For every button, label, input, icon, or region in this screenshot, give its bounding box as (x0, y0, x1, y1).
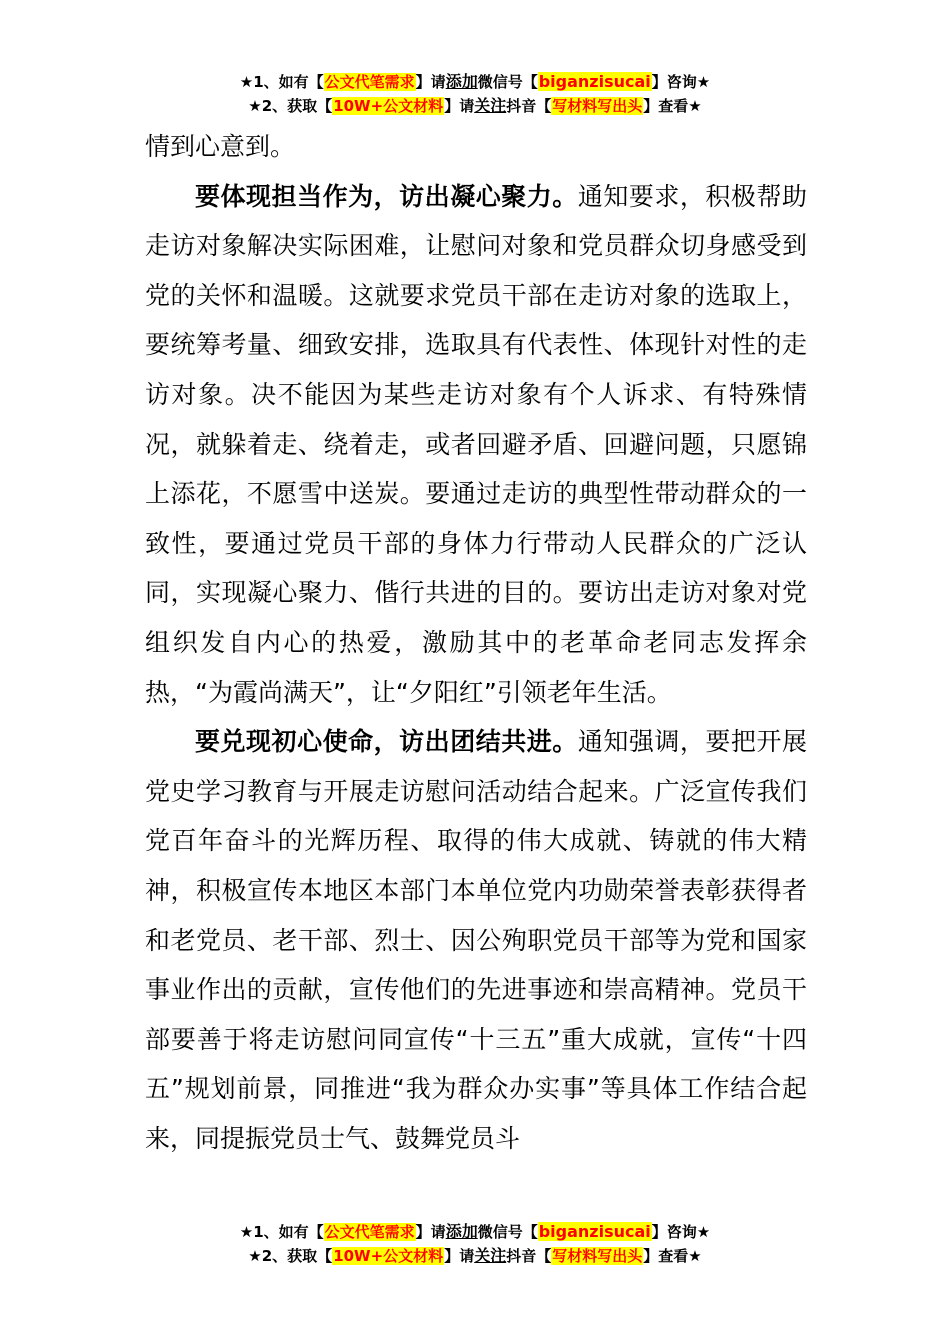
promo-text: 微信号【 (477, 73, 538, 91)
promo-text: 微信号【 (477, 1223, 538, 1241)
paragraph-responsibility (145, 172, 807, 718)
promo-underlined: 添加 (445, 72, 478, 91)
promo-text: ★2、获取【 (248, 1247, 333, 1265)
promo-text: ★1、如有【 (239, 73, 324, 91)
promo-highlight-wechat-id: biganzisucai (538, 1222, 651, 1241)
promo-text: 】请 (444, 1247, 475, 1265)
promo-text: 】查看★ (643, 1247, 702, 1265)
paragraph-text: 通知强调，要把开展党史学习教育与开展走访慰问活动结合起来。广泛宣传我们党百年奋斗的光辉历程、取得的伟大成就、铸就的伟大精神，积极宣传本地区本部门本单位党内功勋荣誉表彰获得者和老党员、老干部、烈士、因公殉职党员干部等为党和国家事业作出的贡献，宣传他们的先进事迹和崇高精神。党员干部要善于将走访慰问同宣传“十三五”重大成就，宣传“十四五”规划前景，同推进“我为群众办实事”等具体工作结合起来，同提振党员士气、鼓舞党员斗 (145, 727, 807, 1153)
paragraph-text: 通知要求，积极帮助走访对象解决实际困难，让慰问对象和党员群众切身感受到党的关怀和温暖。这就要求党员干部在走访对象的选取上，要统筹考量、细致安排，选取具有代表性、体现针对性的走访对象。决不能因为某些走访对象有个人诉求、有特殊情况，就躲着走、绕着走，或者回避矛盾、回避问题，只愿锦上添花，不愿雪中送炭。要通过走访的典型性带动群众的一致性，要通过党员干部的身体力行带动人民群众的广泛认同，实现凝心聚力、偕行共进的目的。要访出走访对象对党组织发自内心的热爱，激励其中的老革命老同志发挥余热，“为霞尚满天”，让“夕阳红”引领老年生活。 (145, 181, 807, 707)
footer-promo-banner (0, 1220, 950, 1268)
promo-text: 】咨询★ (651, 1223, 711, 1241)
promo-highlight-douyin: 写材料写出头 (552, 1247, 643, 1265)
promo-highlight: 公文代笔需求 (324, 73, 415, 91)
paragraph-mission (145, 717, 807, 1163)
paragraph-heading: 要兑现初心使命，访出团结共进。 (195, 727, 578, 757)
promo-line-1 (0, 70, 950, 94)
promo-line-2 (0, 1244, 950, 1268)
promo-highlight-wechat-id: biganzisucai (538, 72, 651, 91)
promo-text: ★2、获取【 (248, 97, 333, 115)
promo-text: ★1、如有【 (239, 1223, 324, 1241)
promo-line-2 (0, 94, 950, 118)
header-promo-banner (0, 70, 950, 118)
promo-text: 抖音【 (506, 97, 552, 115)
promo-highlight-douyin: 写材料写出头 (552, 97, 643, 115)
promo-text: 】请 (444, 97, 475, 115)
promo-text: 】请 (415, 73, 446, 91)
promo-underlined: 关注 (474, 1246, 507, 1265)
promo-text: 抖音【 (506, 1247, 552, 1265)
promo-highlight: 10W+公文材料 (333, 97, 444, 115)
paragraph-continuation: 情到心意到。 (145, 132, 296, 161)
promo-underlined: 添加 (445, 1222, 478, 1241)
promo-text: 】请 (415, 1223, 446, 1241)
document-body (145, 122, 807, 1163)
paragraph-heading: 要体现担当作为，访出凝心聚力。 (195, 181, 578, 211)
promo-underlined: 关注 (474, 96, 507, 115)
promo-highlight: 10W+公文材料 (333, 1247, 444, 1265)
promo-text: 】咨询★ (651, 73, 711, 91)
promo-highlight: 公文代笔需求 (324, 1223, 415, 1241)
promo-text: 】查看★ (643, 97, 702, 115)
promo-line-1 (0, 1220, 950, 1244)
